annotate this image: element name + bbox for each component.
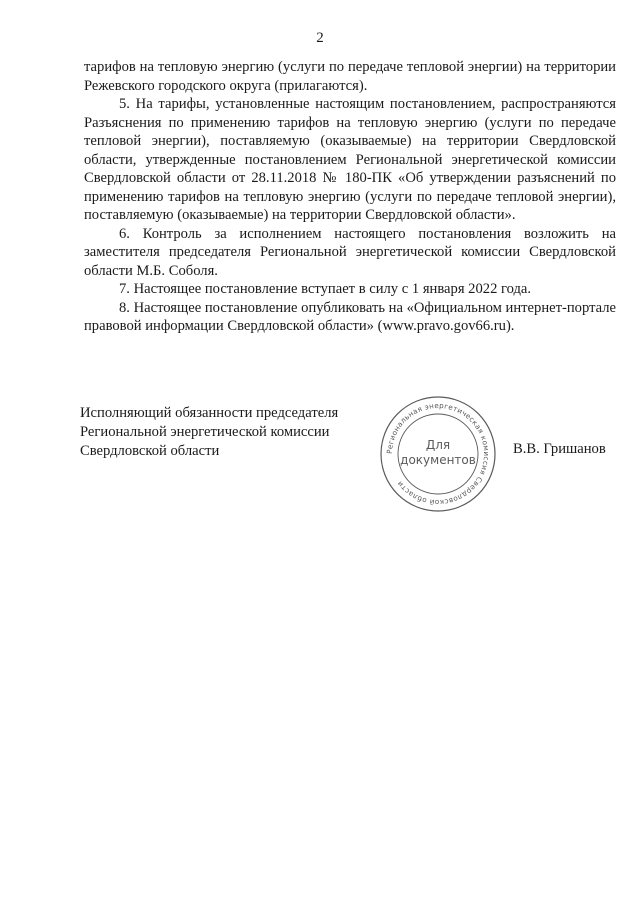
paragraph: 5. На тарифы, установленные настоящим постановлением, распространяются Разъяснения по применению тарифов на тепловую энергию (услуги по передаче тепловой энергии), поставляемую (оказываемые) на территории Свердловской области, утвержденные постановлением Региональной энергетической комиссии Свердловской области от 28.11.2018 № 180-ПК «Об утверждении разъяснений по применению тарифов на тепловую энергию (услуги по передаче тепловой энергии), поставляемую (оказываемые) на территории Свердловской области». [84,96,616,223]
official-stamp [378,394,498,514]
signatory-title-line: Региональной энергетической комиссии [80,424,330,440]
paragraph: тарифов на тепловую энергию (услуги по передаче тепловой энергии) на территории Режевского городского округа (прилагаются). [84,59,616,94]
stamp-ring-text: Региональная энергетическая комиссия Свердловской области [384,400,492,508]
stamp-center-text-2: документов [400,453,476,467]
document-body [84,58,616,336]
paragraph: 6. Контроль за исполнением настоящего постановления возложить на заместителя председателя Региональной энергетической комиссии Свердловской области М.Б. Соболя. [84,225,616,279]
paragraph: 8. Настоящее постановление опубликовать на «Официальном интернет-портале правовой информации Свердловской области» (www.pravo.gov66.ru). [84,299,616,334]
paragraph: 7. Настоящее постановление вступает в силу с 1 января 2022 года. [119,281,532,297]
signatory-title-line: Свердловской области [80,443,220,459]
stamp-center-text-1: Для [425,438,451,452]
page-number: 2 [316,30,324,46]
signatory-title [80,404,370,461]
signatory-name: В.В. Гришанов [513,441,606,457]
signatory-title-line: Исполняющий обязанности председателя [80,405,339,421]
